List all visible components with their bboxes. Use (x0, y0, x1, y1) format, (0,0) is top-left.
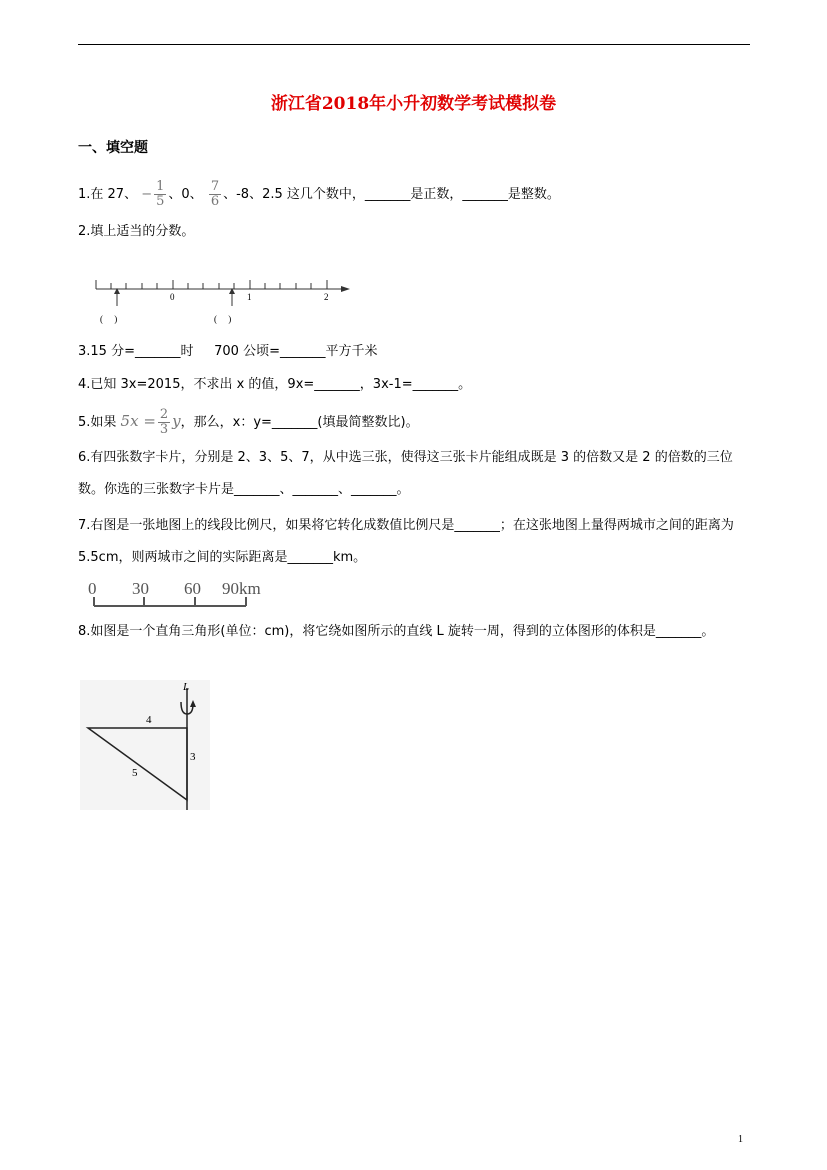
question-6: 6.有四张数字卡片，分别是 2、3、5、7，从中选三张，使得这三张卡片能组成既是 3 的倍数又是 2 的倍数的三位数。你选的三张数字卡片是_______、_______、_______。 (78, 450, 733, 497)
q1-fraction-1 (154, 180, 166, 209)
question-4: 4.已知 3x=2015，不求出 x 的值，9x=_______，3x-1=_______。 (78, 377, 472, 392)
question-8: 8.如图是一个直角三角形(单位：cm)，将它绕如图所示的直线 L 旋转一周，得到的立体图形的体积是_______。 (78, 624, 715, 639)
number-line-ticks (96, 280, 327, 289)
scale-label-60: 60 (184, 579, 201, 598)
q5-fraction (158, 408, 170, 437)
q5-text-b: ，那么，x：y=_______(填最简整数比)。 (180, 415, 419, 430)
scale-label-0: 0 (88, 579, 97, 598)
axis-label-L: L (183, 681, 190, 693)
q5-equation-variable: y (172, 412, 181, 430)
section-heading: 一、填空题 (78, 140, 148, 156)
number-line-figure (88, 272, 358, 328)
header-rule (78, 44, 750, 45)
triangle-figure (80, 680, 210, 810)
side-label-top: 4 (146, 714, 152, 726)
number-line-label-0: 0 (170, 292, 175, 302)
page-title: 浙江省2018年小升初数学考试模拟卷 (270, 94, 557, 114)
q1-fraction-1-denominator: 5 (156, 194, 165, 209)
scale-label-90km: 90km (222, 579, 261, 598)
question-2: 2.填上适当的分数。 (78, 224, 195, 239)
question-5 (78, 408, 419, 437)
question-1 (78, 180, 560, 209)
q1-negative-sign: − (141, 187, 153, 202)
number-line-arrowhead (341, 286, 350, 292)
question-7: 7.右图是一张地图上的线段比例尺，如果将它转化成数值比例尺是_______；在这张地图上量得两城市之间的距离为 5.5cm，则两城市之间的实际距离是_______km。 (78, 518, 734, 565)
q5-fraction-numerator: 2 (159, 407, 169, 422)
q1-text-b: 、-8、2.5 这几个数中，_______是正数，_______是整数。 (223, 187, 560, 202)
number-line-answer-1: ( ) (100, 314, 118, 324)
number-line-label-1: 1 (247, 292, 252, 302)
q1-fraction-2-denominator: 6 (210, 194, 220, 209)
q5-text-a: 5.如果 (78, 415, 117, 430)
line-scale-figure (86, 576, 276, 610)
number-line-answer-2: ( ) (214, 314, 232, 324)
page-number: 1 (738, 1134, 743, 1145)
number-line-arrow-marker-1 (114, 288, 120, 306)
q5-equation-left: 5x = (120, 412, 156, 430)
q1-fraction-2-numerator: 7 (210, 179, 220, 194)
scale-bar (94, 597, 246, 606)
q1-separator: 、0、 (168, 187, 203, 202)
number-line-label-2: 2 (324, 292, 329, 302)
q1-fraction-1-numerator: 1 (156, 179, 165, 194)
triangle-figure-background (80, 680, 210, 810)
question-3: 3.15 分=_______时 700 公顷=_______平方千米 (78, 344, 378, 359)
side-label-hypotenuse: 5 (132, 767, 138, 779)
number-line-arrow-marker-2 (229, 288, 235, 306)
q1-text-a: 1.在 27、 (78, 187, 138, 202)
q1-fraction-2 (209, 180, 221, 209)
scale-label-30: 30 (132, 579, 149, 598)
q5-fraction-denominator: 3 (159, 422, 169, 437)
side-label-right: 3 (190, 751, 196, 763)
